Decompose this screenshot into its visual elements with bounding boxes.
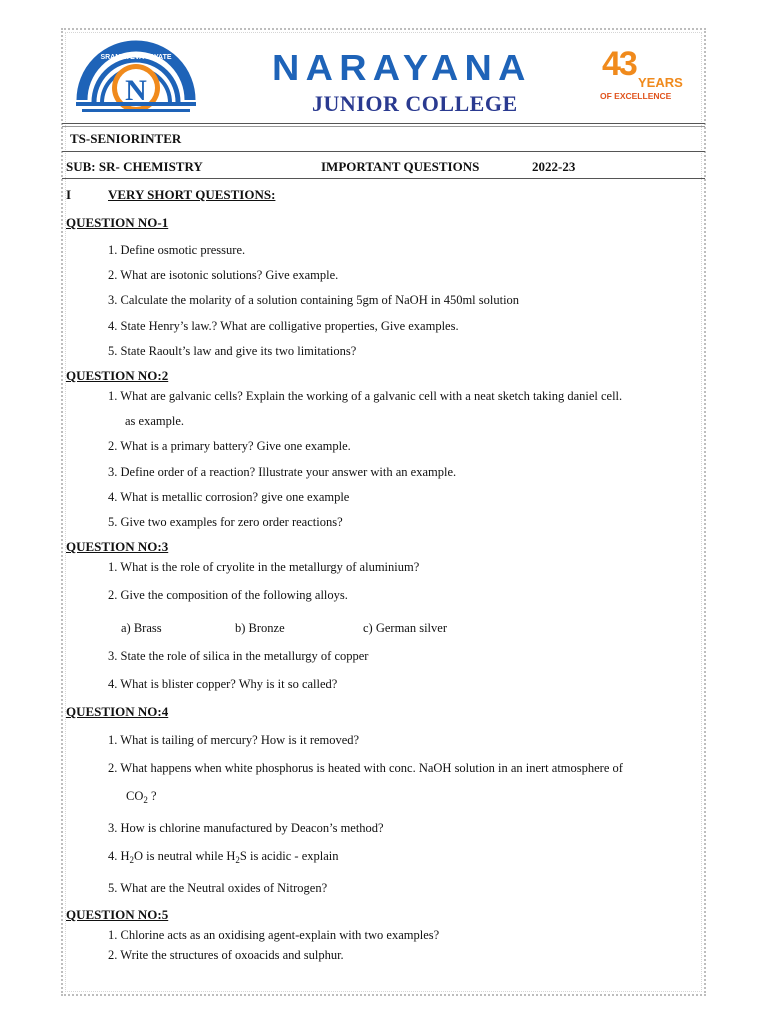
academic-year: 2022-23 [532,159,576,174]
q3-alloy-c: c) German silver [363,621,447,635]
college-brand-name: NARAYANA [272,47,532,88]
emblem-letter: N [125,74,147,107]
q1-item-3: 3. Calculate the molarity of a solution containing 5gm of NaOH in 450ml solution [108,293,520,307]
q4-item-2: 2. What happens when white phosphorus is heated with conc. NaOH solution in an inert atmosphere of [108,761,623,775]
question-heading-3: QUESTION NO:3 [66,539,169,554]
q4-item-3: 3. How is chlorine manufactured by Deacon’s method? [108,821,384,835]
q2-item-1: 1. What are galvanic cells? Explain the working of a galvanic cell with a neat sketch taking daniel cell. [108,389,623,403]
q5-item-2: 2. Write the structures of oxoacids and sulphur. [108,948,344,962]
q3-alloy-a: a) Brass [121,621,162,635]
co2-tail: ? [147,789,157,803]
q3-item-1: 1. What is the role of cryolite in the metallurgy of aluminium? [108,560,420,574]
q4-item-2-formula [126,787,157,805]
course-label: TS-SENIORINTER [70,131,182,146]
q4-item-4-sub2: 2 [235,855,240,865]
q4-item-4-prefix: 4. H [108,849,130,863]
years-of-excellence-badge [598,44,688,112]
q4-item-4-sub1: 2 [129,855,135,865]
q5-item-1: 1. Chlorine acts as an oxidising agent-explain with two examples? [108,928,440,942]
years-tagline: OF EXCELLENCE [600,91,672,101]
emblem-motto: SRAMAYEVA JAYATE [100,54,172,61]
years-number: 43 [602,45,636,83]
header-rule-top-2 [62,126,705,127]
q2-item-2: 2. What is a primary battery? Give one example. [108,439,351,453]
question-heading-4: QUESTION NO:4 [66,704,169,719]
q4-item-4 [108,847,339,865]
q3-item-2: 2. Give the composition of the following alloys. [108,588,348,602]
q2-item-5: 5. Give two examples for zero order reactions? [108,515,343,529]
section-numeral: I [66,187,72,202]
header-rule-top [62,123,705,124]
q2-item-4: 4. What is metallic corrosion? give one example [108,490,350,504]
co2-base: CO [126,789,144,803]
q1-item-5: 5. State Raoult’s law and give its two limitations? [108,344,357,358]
q2-item-3: 3. Define order of a reaction? Illustrate your answer with an example. [108,465,457,479]
q3-item-4: 4. What is blister copper? Why is it so called? [108,677,338,691]
years-word: YEARS [638,75,683,90]
q1-item-4: 4. State Henry’s law.? What are colligative properties, Give examples. [108,319,459,333]
q1-item-1: 1. Define osmotic pressure. [108,243,246,257]
question-heading-1: QUESTION NO-1 [66,215,169,230]
q3-item-3: 3. State the role of silica in the metallurgy of copper [108,649,369,663]
college-emblem-icon [68,40,204,116]
document-title: IMPORTANT QUESTIONS [321,159,480,174]
q4-item-1: 1. What is tailing of mercury? How is it removed? [108,733,360,747]
co2-subscript: 2 [143,795,148,805]
q4-item-4-mid: O is neutral while H [134,849,236,863]
meta-rule [62,151,705,152]
question-heading-2: QUESTION NO:2 [66,368,169,383]
college-header [66,40,702,118]
q1-item-2: 2. What are isotonic solutions? Give example. [108,268,339,282]
subject-label: SUB: SR- CHEMISTRY [66,159,203,174]
q2-item-1-continued: as example. [125,414,185,428]
q4-item-5: 5. What are the Neutral oxides of Nitrogen? [108,881,328,895]
section-title: VERY SHORT QUESTIONS: [108,187,276,202]
q4-item-4-suffix: S is acidic - explain [239,849,339,863]
college-subtitle: JUNIOR COLLEGE [312,91,518,116]
meta-rule-2 [62,178,705,179]
q3-alloy-b: b) Bronze [235,621,285,635]
question-heading-5: QUESTION NO:5 [66,907,169,922]
